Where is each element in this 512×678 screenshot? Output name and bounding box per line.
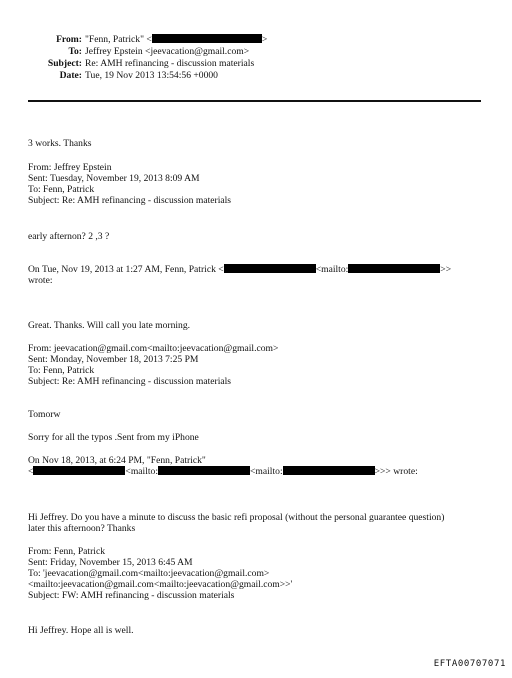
redaction-box [33,466,125,475]
message-text: Tomorw [28,409,61,420]
quote1-sent: Sent: Tuesday, November 19, 2013 8:09 AM [28,173,200,184]
subject-label: Subject: [47,58,82,69]
quote3-from: From: Fenn, Patrick [28,546,106,557]
redaction-box [348,264,440,273]
message-text: Hi Jeffrey. Do you have a minute to discuss the basic refi proposal (without the personal guarantee question) [28,512,445,523]
mailto-text: <mailto: [250,466,283,477]
header-from-row [22,34,267,45]
redaction-box [224,264,316,273]
quote3-to: To: 'jeevacation@gmail.com<mailto:jeevacation@gmail.com> [28,568,270,579]
from-value: "Fenn, Patrick" < [85,34,152,45]
wrote-line-1 [28,264,451,275]
date-label: Date: [59,70,82,81]
quote2-sent: Sent: Monday, November 18, 2013 7:25 PM [28,354,199,365]
header-subject-row [22,58,254,69]
reply-text: 3 works. Thanks [28,138,92,149]
wrote-text: On Tue, Nov 19, 2013 at 1:27 AM, Fenn, Patrick < [28,264,224,275]
bates-number: EFTA00707071 [433,659,506,669]
redaction-box [283,466,375,475]
signature-text: Sorry for all the typos .Sent from my iPhone [28,432,199,443]
from-label: From: [56,34,82,45]
mailto-text: <mailto: [125,466,159,477]
wrote-suffix: >>> wrote: [374,466,418,477]
quote1-subject: Subject: Re: AMH refinancing - discussion materials [28,195,232,206]
quote2-from: From: jeevacation@gmail.com<mailto:jeevacation@gmail.com> [28,343,279,354]
wrote-suffix: >> [440,264,452,275]
bracket-text: < [28,466,34,477]
subject-value: Re: AMH refinancing - discussion materials [85,58,255,69]
message-text: later this afternoon? Thanks [28,523,136,534]
message-text: Great. Thanks. Will call you late morning. [28,320,191,331]
wrote-line-2b [28,466,418,477]
header-date-row [22,70,218,81]
quote2-to: To: Fenn, Patrick [28,365,95,376]
to-label: To: [68,46,82,57]
header-divider [28,100,481,102]
quote3-subject: Subject: FW: AMH refinancing - discussion materials [28,590,235,601]
quote2-subject: Subject: Re: AMH refinancing - discussion materials [28,376,232,387]
quote3-sent: Sent: Friday, November 15, 2013 6:45 AM [28,557,193,568]
mailto-text: <mailto: [315,264,349,275]
quote1-to: To: Fenn, Patrick [28,184,95,195]
to-value: Jeffrey Epstein <jeevacation@gmail.com> [85,46,250,57]
redaction-box [152,34,262,43]
from-suffix: > [261,34,268,45]
message-text: early afternon? 2 ,3 ? [28,231,110,242]
redaction-box [158,466,250,475]
quote3-to-cont: <mailto:jeevacation@gmail.com<mailto:jeevacation@gmail.com>>' [28,579,293,590]
date-value: Tue, 19 Nov 2013 13:54:56 +0000 [85,70,218,81]
wrote-label: wrote: [28,275,53,286]
header-to-row [22,46,249,57]
wrote-line-2: On Nov 18, 2013, at 6:24 PM, "Fenn, Patrick" [28,455,206,466]
message-text: Hi Jeffrey. Hope all is well. [28,625,134,636]
quote1-from: From: Jeffrey Epstein [28,162,112,173]
